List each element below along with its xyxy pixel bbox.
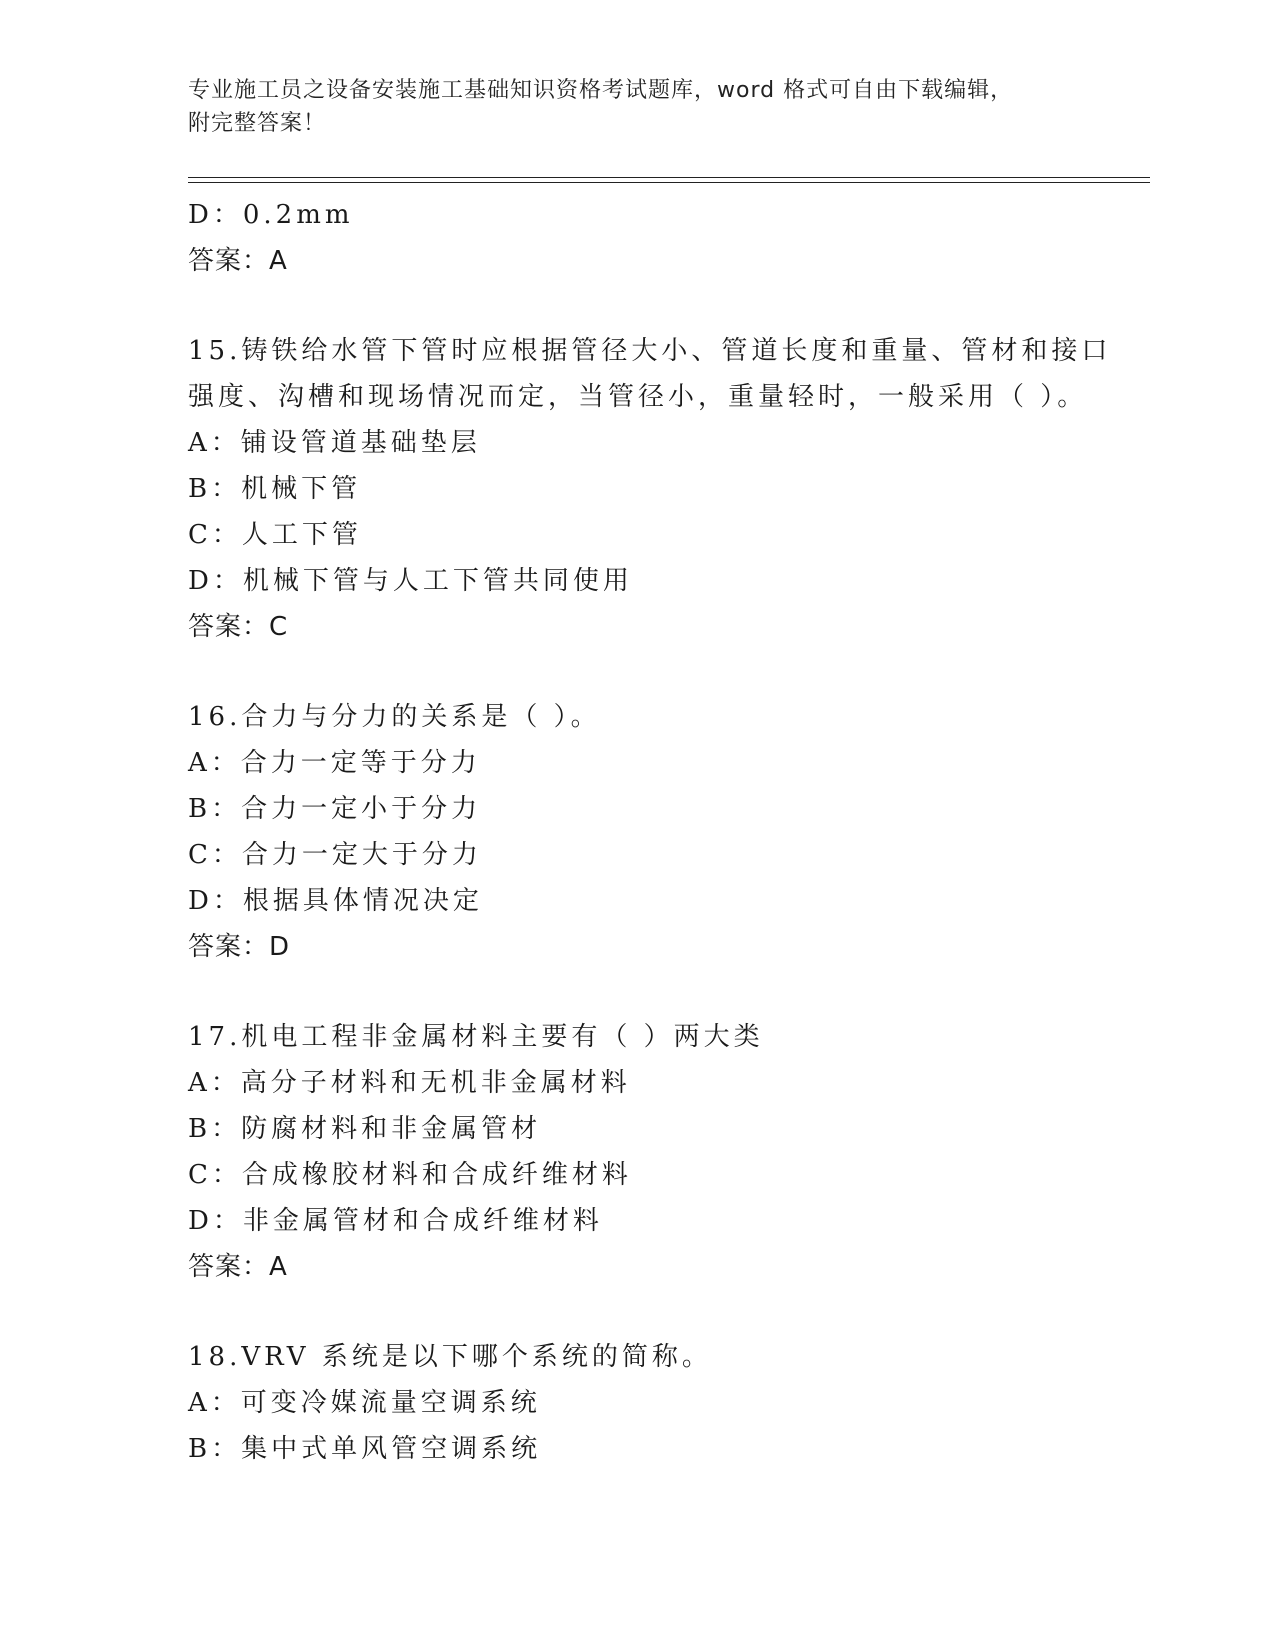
question-stem: 18.VRV 系统是以下哪个系统的简称。 [188, 1342, 712, 1372]
option-c: C：合成橡胶材料和合成纤维材料 [188, 1160, 632, 1190]
option-d: D：非金属管材和合成纤维材料 [188, 1206, 603, 1236]
option-b: B：集中式单风管空调系统 [188, 1434, 542, 1464]
question-17 [188, 1014, 1148, 1290]
option-b: B：合力一定小于分力 [188, 794, 482, 824]
prev-answer: 答案：A [188, 246, 288, 276]
spacer [188, 650, 1148, 694]
option-a: A：高分子材料和无机非金属材料 [188, 1068, 631, 1098]
question-stem: 15.铸铁给水管下管时应根据管径大小、管道长度和重量、管材和接口 [188, 336, 1112, 366]
header-divider-bottom [188, 182, 1150, 183]
document-header [188, 74, 1088, 140]
option-b: B：机械下管 [188, 474, 362, 504]
header-line-1: 专业施工员之设备安装施工基础知识资格考试题库，word 格式可自由下载编辑， [188, 78, 1014, 103]
question-15 [188, 328, 1148, 650]
question-18 [188, 1334, 1148, 1472]
spacer [188, 1290, 1148, 1334]
option-a: A：合力一定等于分力 [188, 748, 481, 778]
option-d: D：机械下管与人工下管共同使用 [188, 566, 633, 596]
header-divider-top [188, 177, 1150, 178]
spacer [188, 284, 1148, 328]
header-line-2: 附完整答案！ [188, 111, 327, 136]
option-a: A：可变冷媒流量空调系统 [188, 1388, 541, 1418]
prev-option-d: D：0.2mm [188, 200, 354, 230]
question-stem: 16.合力与分力的关系是（ ）。 [188, 702, 601, 732]
question-stem-continued: 强度、沟槽和现场情况而定，当管径小，重量轻时，一般采用（ ）。 [188, 382, 1088, 412]
question-16 [188, 694, 1148, 970]
option-a: A：铺设管道基础垫层 [188, 428, 481, 458]
question-stem: 17.机电工程非金属材料主要有（ ）两大类 [188, 1022, 764, 1052]
question-content [188, 192, 1148, 1472]
option-b: B：防腐材料和非金属管材 [188, 1114, 542, 1144]
option-d: D：根据具体情况决定 [188, 886, 483, 916]
answer: 答案：A [188, 1252, 288, 1282]
option-c: C：人工下管 [188, 520, 362, 550]
answer: 答案：C [188, 612, 289, 642]
spacer [188, 970, 1148, 1014]
answer: 答案：D [188, 932, 291, 962]
option-c: C：合力一定大于分力 [188, 840, 482, 870]
